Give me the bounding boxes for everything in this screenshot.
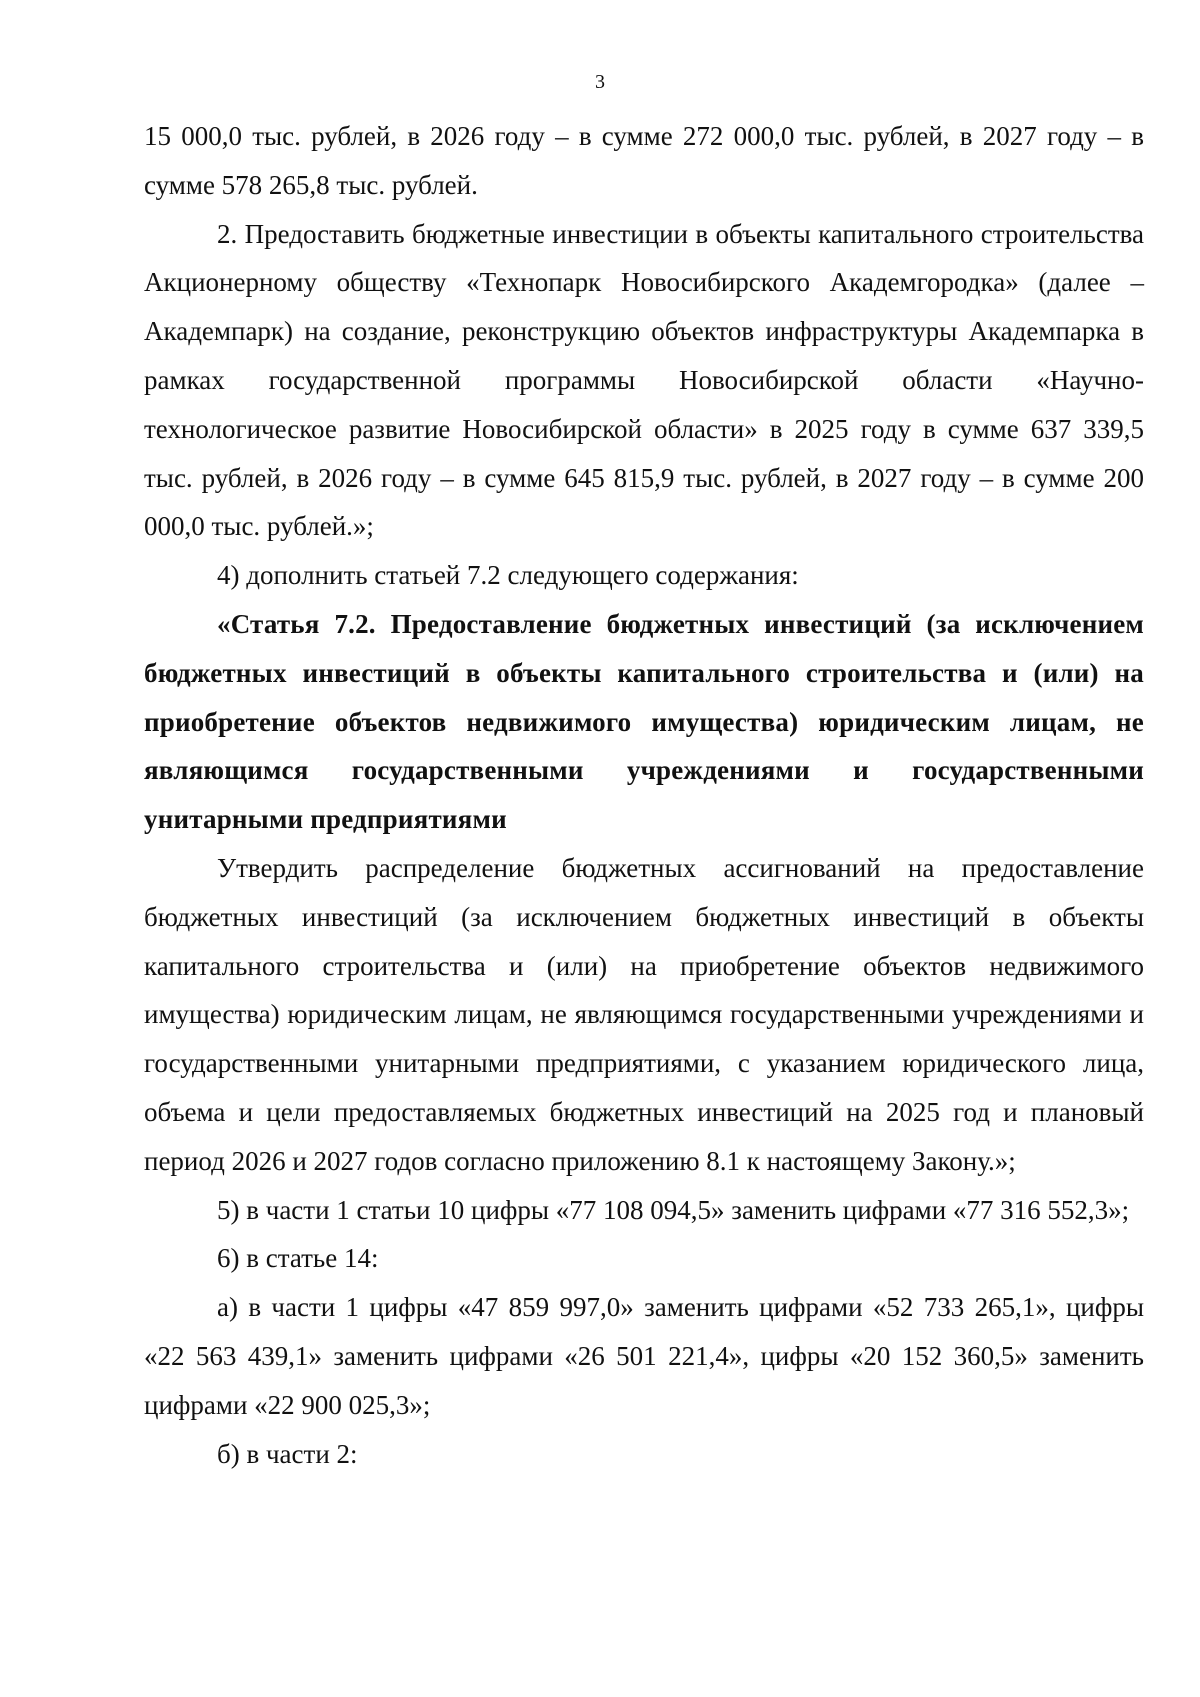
article-heading: «Статья 7.2. Предоставление бюджетных инвестиций (за исключением бюджетных инвестиций в объекты капитального строительства и (или) на приобретение объектов недвижимого имущества) юридическим лицам, не являющимся государственными учреждениями и государственными унитарными предприятиями <box>144 608 1144 835</box>
paragraph-article-body: Утвердить распределение бюджетных ассигнований на предоставление бюджетных инвестиций (за исключением бюджетных инвестиций в объекты капитального строительства и (или) на приобретение объектов недвижимого имущества) юридическим лицам, не являющимся государственными учреждениями и государственными унитарными предприятиями, с указанием юридического лица, объема и цели предоставляемых бюджетных инвестиций на 2025 год и плановый период 2026 и 2027 годов согласно приложению 8.1 к настоящему Закону.»; <box>144 852 1144 1176</box>
paragraph-subitem-b: б) в части 2: <box>217 1438 358 1469</box>
document-body <box>144 112 1144 1478</box>
page-number: 3 <box>595 71 605 93</box>
paragraph-item-6: 6) в статье 14: <box>217 1243 379 1274</box>
paragraph-continuation: 15 000,0 тыс. рублей, в 2026 году – в сумме 272 000,0 тыс. рублей, в 2027 году – в сумме 578 265,8 тыс. рублей. <box>144 121 1144 200</box>
paragraph-subitem-a: а) в части 1 цифры «47 859 997,0» заменить цифрами «52 733 265,1», цифры «22 563 439,1» заменить цифрами «26 501 221,4», цифры «20 152 360,5» заменить цифрами «22 900 025,3»; <box>144 1292 1144 1420</box>
paragraph-item-5: 5) в части 1 статьи 10 цифры «77 108 094,5» заменить цифрами «77 316 552,3»; <box>217 1194 1130 1225</box>
paragraph-item-2: 2. Предоставить бюджетные инвестиции в объекты капитального строительства Акционерному обществу «Технопарк Новосибирского Академгородка» (далее – Академпарк) на создание, реконструкцию объектов инфраструктуры Академпарка в рамках государственной программы Новосибирской области «Научно-технологическое развитие Новосибирской области» в 2025 году в сумме 637 339,5 тыс. рублей, в 2026 году – в сумме 645 815,9 тыс. рублей, в 2027 году – в сумме 200 000,0 тыс. рублей.»; <box>144 218 1144 542</box>
paragraph-item-4: 4) дополнить статьей 7.2 следующего содержания: <box>217 560 799 591</box>
